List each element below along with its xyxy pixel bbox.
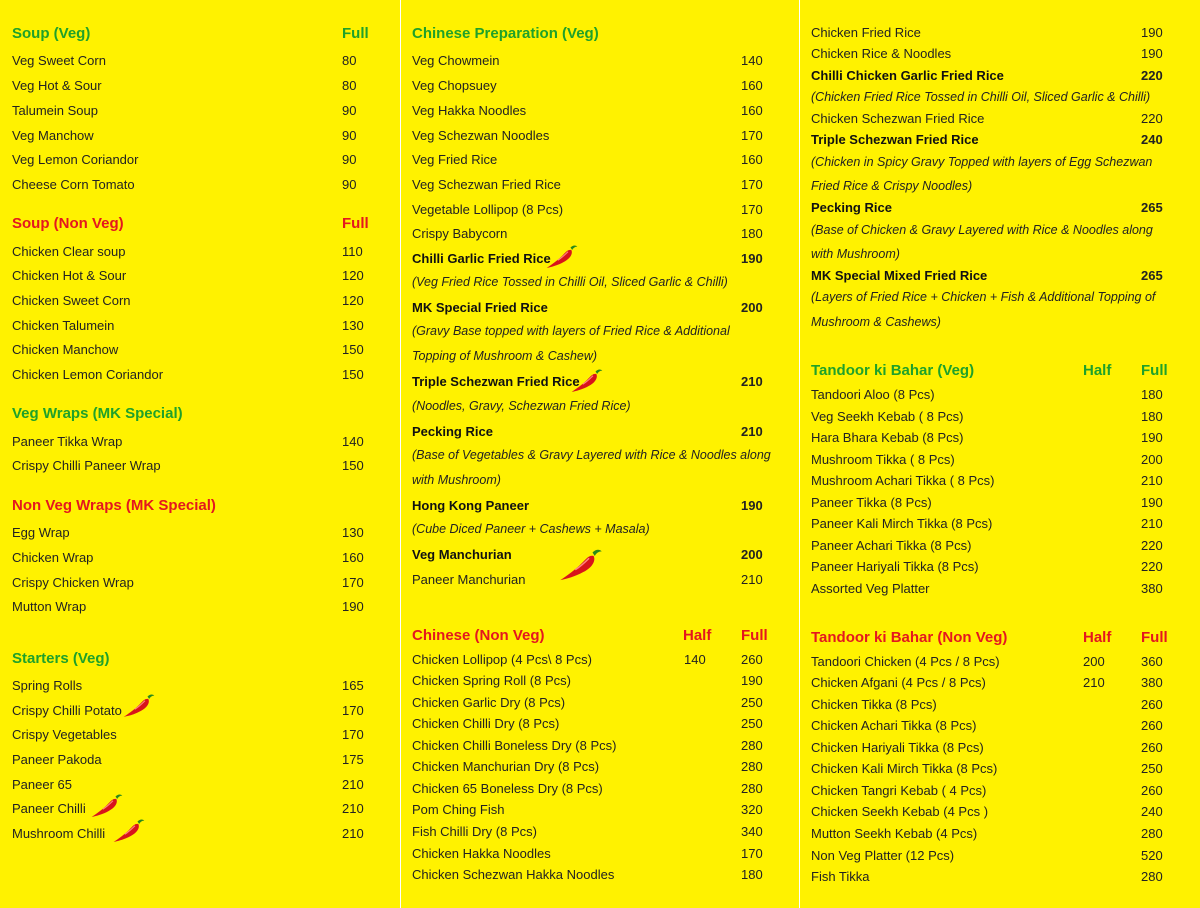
item-description: (Gravy Base topped with layers of Fried Rice & Additional — [412, 324, 730, 338]
menu-item: Paneer Tikka (8 Pcs) — [811, 495, 932, 510]
menu-item: Veg Chowmein — [412, 53, 500, 68]
item-price: 170 — [342, 703, 364, 718]
menu-item: Chicken Afgani (4 Pcs / 8 Pcs) — [811, 675, 986, 690]
item-half-price: 200 — [1083, 654, 1105, 669]
item-price: 210 — [1141, 473, 1163, 488]
full-header: Full — [1141, 629, 1168, 646]
menu-item: Chicken Clear soup — [12, 244, 126, 259]
item-price: 260 — [1141, 697, 1163, 712]
menu-item: Chicken Hot & Sour — [12, 268, 127, 283]
item-description: (Layers of Fried Rice + Chicken + Fish & Additional Topping of — [811, 290, 1156, 304]
menu-item: Veg Schezwan Fried Rice — [412, 177, 561, 192]
chili-pepper-icon — [558, 546, 604, 582]
item-price: 160 — [741, 103, 763, 118]
menu-item: Veg Manchurian — [412, 547, 512, 562]
item-price: 360 — [1141, 654, 1163, 669]
item-price: 190 — [741, 673, 763, 688]
menu-item: Chicken Tangri Kebab ( 4 Pcs) — [811, 783, 987, 798]
menu-item: Paneer Hariyali Tikka (8 Pcs) — [811, 559, 979, 574]
menu-item: Tandoori Aloo (8 Pcs) — [811, 387, 935, 402]
item-price: 280 — [741, 759, 763, 774]
item-price: 160 — [741, 78, 763, 93]
menu-item: Chicken Hakka Noodles — [412, 846, 551, 861]
item-price: 160 — [741, 152, 763, 167]
item-price: 170 — [741, 846, 763, 861]
full-header: Full — [342, 215, 369, 232]
menu-item: Veg Manchow — [12, 128, 94, 143]
full-header: Full — [342, 25, 369, 42]
menu-item: Chicken Tikka (8 Pcs) — [811, 697, 937, 712]
menu-item: Chicken Achari Tikka (8 Pcs) — [811, 718, 977, 733]
menu-item: Triple Schezwan Fried Rice — [412, 374, 580, 389]
menu-item: Chicken Lemon Coriandor — [12, 367, 164, 382]
section-title-tandoor-veg: Tandoor ki Bahar (Veg) — [811, 362, 975, 379]
menu-item: Vegetable Lollipop (8 Pcs) — [412, 202, 564, 217]
item-price: 280 — [741, 738, 763, 753]
menu-item: Crispy Chilli Paneer Wrap — [12, 458, 161, 473]
menu-item: Chicken Fried Rice — [811, 25, 921, 40]
menu-item: MK Special Fried Rice — [412, 300, 548, 315]
item-description: (Veg Fried Rice Tossed in Chilli Oil, Sliced Garlic & Chilli) — [412, 275, 728, 289]
menu-item: Paneer Manchurian — [412, 572, 526, 587]
item-price: 170 — [342, 575, 364, 590]
item-price: 260 — [1141, 783, 1163, 798]
item-price: 240 — [1141, 132, 1163, 147]
menu-item: Mutton Seekh Kebab (4 Pcs) — [811, 826, 978, 841]
item-price: 160 — [342, 550, 364, 565]
menu-item: Cheese Corn Tomato — [12, 177, 135, 192]
menu-column-2 — [400, 0, 799, 908]
menu-item: Chicken Talumein — [12, 318, 115, 333]
item-price: 190 — [1141, 430, 1163, 445]
menu-item: Chilli Garlic Fried Rice — [412, 251, 551, 266]
item-price: 190 — [342, 599, 364, 614]
menu-item: Veg Lemon Coriandor — [12, 152, 139, 167]
section-title-tandoor-nonveg: Tandoor ki Bahar (Non Veg) — [811, 629, 1008, 646]
menu-item: Veg Hakka Noodles — [412, 103, 527, 118]
item-price: 200 — [741, 547, 763, 562]
section-title-veg-wraps: Veg Wraps (MK Special) — [12, 405, 183, 422]
item-price: 90 — [342, 177, 357, 192]
menu-item: Chicken 65 Boneless Dry (8 Pcs) — [412, 781, 603, 796]
item-price: 220 — [1141, 538, 1163, 553]
menu-item: Chicken Manchow — [12, 342, 119, 357]
item-price: 220 — [1141, 68, 1163, 83]
menu-item: Paneer Chilli — [12, 801, 86, 816]
item-price: 90 — [342, 103, 357, 118]
menu-item: Chicken Wrap — [12, 550, 94, 565]
menu-item: Chicken Spring Roll (8 Pcs) — [412, 673, 571, 688]
menu-item: Fish Chilli Dry (8 Pcs) — [412, 824, 537, 839]
item-price: 190 — [741, 498, 763, 513]
item-price: 190 — [741, 251, 763, 266]
menu-item: Chicken Sweet Corn — [12, 293, 131, 308]
item-price: 210 — [741, 424, 763, 439]
chili-pepper-icon — [112, 817, 146, 843]
menu-item: Chicken Lollipop (4 Pcs\ 8 Pcs) — [412, 652, 592, 667]
item-description: Mushroom & Cashews) — [811, 315, 941, 329]
item-price: 190 — [1141, 495, 1163, 510]
item-description: with Mushroom) — [811, 247, 900, 261]
item-description: (Cube Diced Paneer + Cashews + Masala) — [412, 522, 650, 536]
item-price: 165 — [342, 678, 364, 693]
item-price: 320 — [741, 802, 763, 817]
item-price: 180 — [1141, 387, 1163, 402]
menu-item: Veg Schezwan Noodles — [412, 128, 550, 143]
menu-item: Paneer Pakoda — [12, 752, 102, 767]
item-price: 240 — [1141, 804, 1163, 819]
item-price: 140 — [342, 434, 364, 449]
menu-column-3 — [799, 0, 1200, 908]
item-price: 170 — [741, 128, 763, 143]
item-price: 180 — [741, 226, 763, 241]
item-half-price: 210 — [1083, 675, 1105, 690]
item-description: Fried Rice & Crispy Noodles) — [811, 179, 973, 193]
item-price: 170 — [741, 202, 763, 217]
menu-item: Pecking Rice — [811, 200, 892, 215]
item-price: 250 — [1141, 761, 1163, 776]
item-price: 130 — [342, 318, 364, 333]
item-price: 220 — [1141, 111, 1163, 126]
item-description: (Chicken Fried Rice Tossed in Chilli Oil, Sliced Garlic & Chilli) — [811, 90, 1151, 104]
menu-item: Crispy Vegetables — [12, 727, 117, 742]
menu-item: Chicken Hariyali Tikka (8 Pcs) — [811, 740, 984, 755]
item-price: 380 — [1141, 675, 1163, 690]
item-price: 150 — [342, 342, 364, 357]
menu-item: Chicken Garlic Dry (8 Pcs) — [412, 695, 566, 710]
menu-item: Chicken Chilli Boneless Dry (8 Pcs) — [412, 738, 617, 753]
menu-item: Mushroom Achari Tikka ( 8 Pcs) — [811, 473, 995, 488]
chili-pepper-icon — [122, 692, 156, 718]
item-price: 190 — [1141, 46, 1163, 61]
item-price: 210 — [342, 777, 364, 792]
menu-item: Mushroom Tikka ( 8 Pcs) — [811, 452, 955, 467]
item-description: (Noodles, Gravy, Schezwan Fried Rice) — [412, 399, 631, 413]
item-price: 260 — [1141, 718, 1163, 733]
menu-item: Chicken Schezwan Hakka Noodles — [412, 867, 615, 882]
item-price: 150 — [342, 458, 364, 473]
menu-item: Chicken Schezwan Fried Rice — [811, 111, 985, 126]
menu-item: Hara Bhara Kebab (8 Pcs) — [811, 430, 964, 445]
menu-item: Veg Seekh Kebab ( 8 Pcs) — [811, 409, 964, 424]
item-price: 210 — [741, 572, 763, 587]
section-title-chinese-veg: Chinese Preparation (Veg) — [412, 25, 599, 42]
item-price: 220 — [1141, 559, 1163, 574]
item-description: (Base of Vegetables & Gravy Layered with Rice & Noodles along — [412, 448, 771, 462]
item-price: 140 — [741, 53, 763, 68]
menu-item: Veg Sweet Corn — [12, 53, 106, 68]
menu-item: MK Special Mixed Fried Rice — [811, 268, 988, 283]
section-title-soup-nonveg: Soup (Non Veg) — [12, 215, 124, 232]
menu-item: Hong Kong Paneer — [412, 498, 530, 513]
menu-item: Veg Fried Rice — [412, 152, 498, 167]
item-price: 170 — [741, 177, 763, 192]
half-header: Half — [683, 627, 712, 644]
half-header: Half — [1083, 629, 1112, 646]
menu-item: Chicken Rice & Noodles — [811, 46, 952, 61]
item-price: 90 — [342, 152, 357, 167]
item-price: 180 — [1141, 409, 1163, 424]
item-price: 380 — [1141, 581, 1163, 596]
item-price: 175 — [342, 752, 364, 767]
menu-column-1 — [0, 0, 400, 908]
item-price: 250 — [741, 716, 763, 731]
menu-item: Fish Tikka — [811, 869, 870, 884]
menu-item: Talumein Soup — [12, 103, 98, 118]
menu-item: Triple Schezwan Fried Rice — [811, 132, 979, 147]
menu-item: Mutton Wrap — [12, 599, 87, 614]
item-price: 120 — [342, 268, 364, 283]
item-price: 210 — [342, 826, 364, 841]
menu-item: Chicken Chilli Dry (8 Pcs) — [412, 716, 560, 731]
section-title-nonveg-wraps: Non Veg Wraps (MK Special) — [12, 497, 216, 514]
menu-item: Veg Hot & Sour — [12, 78, 102, 93]
full-header: Full — [1141, 362, 1168, 379]
item-price: 180 — [741, 867, 763, 882]
item-price: 200 — [1141, 452, 1163, 467]
menu-item: Paneer 65 — [12, 777, 72, 792]
item-price: 260 — [741, 652, 763, 667]
item-price: 520 — [1141, 848, 1163, 863]
menu-item: Mushroom Chilli — [12, 826, 106, 841]
item-price: 150 — [342, 367, 364, 382]
item-price: 210 — [741, 374, 763, 389]
item-price: 200 — [741, 300, 763, 315]
chili-pepper-icon — [90, 792, 124, 818]
half-header: Half — [1083, 362, 1112, 379]
chili-pepper-icon — [545, 243, 579, 269]
item-price: 170 — [342, 727, 364, 742]
item-description: (Chicken in Spicy Gravy Topped with layers of Egg Schezwan — [811, 155, 1153, 169]
menu-item: Assorted Veg Platter — [811, 581, 930, 596]
menu-item: Paneer Tikka Wrap — [12, 434, 123, 449]
menu-item: Crispy Babycorn — [412, 226, 508, 241]
menu-item: Crispy Chilli Potato — [12, 703, 122, 718]
menu-item: Chicken Kali Mirch Tikka (8 Pcs) — [811, 761, 998, 776]
item-price: 130 — [342, 525, 364, 540]
full-header: Full — [741, 627, 768, 644]
item-price: 340 — [741, 824, 763, 839]
chili-pepper-icon — [570, 367, 604, 393]
menu-item: Spring Rolls — [12, 678, 83, 693]
item-price: 120 — [342, 293, 364, 308]
item-description: Topping of Mushroom & Cashew) — [412, 349, 598, 363]
menu-item: Egg Wrap — [12, 525, 70, 540]
menu-item: Veg Chopsuey — [412, 78, 497, 93]
section-title-soup-veg: Soup (Veg) — [12, 25, 91, 42]
menu-item: Tandoori Chicken (4 Pcs / 8 Pcs) — [811, 654, 1000, 669]
item-price: 210 — [342, 801, 364, 816]
item-price: 280 — [741, 781, 763, 796]
item-price: 90 — [342, 128, 357, 143]
item-price: 265 — [1141, 268, 1163, 283]
menu-item: Pom Ching Fish — [412, 802, 505, 817]
menu-item: Chilli Chicken Garlic Fried Rice — [811, 68, 1004, 83]
menu-item: Non Veg Platter (12 Pcs) — [811, 848, 955, 863]
item-price: 80 — [342, 78, 357, 93]
item-price: 265 — [1141, 200, 1163, 215]
item-price: 260 — [1141, 740, 1163, 755]
item-half-price: 140 — [684, 652, 706, 667]
item-price: 80 — [342, 53, 357, 68]
menu-item: Pecking Rice — [412, 424, 493, 439]
item-price: 280 — [1141, 869, 1163, 884]
item-price: 280 — [1141, 826, 1163, 841]
menu-item: Crispy Chicken Wrap — [12, 575, 134, 590]
menu-item: Paneer Kali Mirch Tikka (8 Pcs) — [811, 516, 993, 531]
item-price: 210 — [1141, 516, 1163, 531]
menu-item: Paneer Achari Tikka (8 Pcs) — [811, 538, 972, 553]
section-title-chinese-nonveg: Chinese (Non Veg) — [412, 627, 545, 644]
item-price: 190 — [1141, 25, 1163, 40]
item-description: with Mushroom) — [412, 473, 501, 487]
menu-item: Chicken Manchurian Dry (8 Pcs) — [412, 759, 600, 774]
item-description: (Base of Chicken & Gravy Layered with Rice & Noodles along — [811, 223, 1153, 237]
section-title-starters-veg: Starters (Veg) — [12, 650, 110, 667]
item-price: 250 — [741, 695, 763, 710]
item-price: 110 — [342, 244, 363, 259]
menu-item: Chicken Seekh Kebab (4 Pcs ) — [811, 804, 989, 819]
